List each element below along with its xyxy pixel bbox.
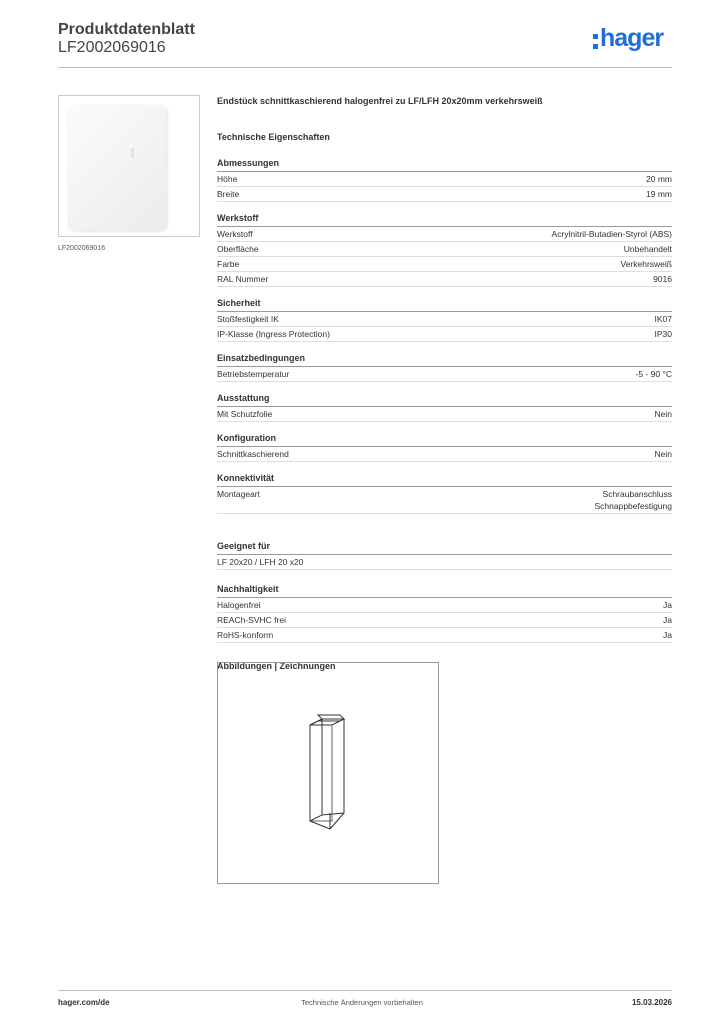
spec-label: Schnittkaschierend xyxy=(217,449,289,459)
spec-label: Werkstoff xyxy=(217,229,253,239)
group-title: Ausstattung xyxy=(217,393,672,407)
spec-label: Oberfläche xyxy=(217,244,259,254)
spec-value-line: Verkehrsweiß xyxy=(620,259,672,269)
spec-value-line: 19 mm xyxy=(646,189,672,199)
spec-value: Ja xyxy=(663,630,672,640)
spec-row xyxy=(217,367,672,382)
spec-row xyxy=(217,628,672,643)
group-title: Nachhaltigkeit xyxy=(217,584,672,598)
spec-value xyxy=(624,243,672,255)
header-divider xyxy=(58,67,672,68)
spec-row xyxy=(217,487,672,514)
spec-label: IP-Klasse (Ingress Protection) xyxy=(217,329,330,339)
spec-groups xyxy=(217,158,672,514)
product-notch xyxy=(131,148,134,158)
spec-label: Mit Schutzfolie xyxy=(217,409,273,419)
spec-row xyxy=(217,613,672,628)
spec-value: Ja xyxy=(663,600,672,610)
spec-label: RoHS-konform xyxy=(217,630,274,640)
spec-value-line: Unbehandelt xyxy=(623,244,672,254)
technical-drawing xyxy=(217,662,439,884)
section-title: Technische Eigenschaften xyxy=(217,132,330,142)
spec-row xyxy=(217,272,672,287)
group-title: Sicherheit xyxy=(217,298,672,312)
spec-label: Halogenfrei xyxy=(217,600,261,610)
group-title: Einsatzbedingungen xyxy=(217,353,672,367)
spec-label: Breite xyxy=(217,189,240,199)
spec-value-line: Schraubanschluss xyxy=(602,489,672,499)
spec-label: LF 20x20 / LFH 20 x20 xyxy=(217,557,304,567)
spec-value xyxy=(594,488,672,512)
spec-row xyxy=(217,227,672,242)
spec-value-line: 20 mm xyxy=(646,174,672,184)
logo-text: hager xyxy=(600,24,664,52)
spec-group xyxy=(217,433,672,462)
spec-group xyxy=(217,353,672,382)
spec-value-line: IP30 xyxy=(654,329,672,339)
endcap-drawing-icon xyxy=(218,663,438,883)
spec-value xyxy=(655,448,672,460)
spec-value-line: Nein xyxy=(654,449,672,459)
spec-value xyxy=(646,188,672,200)
spec-group xyxy=(217,393,672,422)
footer-disclaimer: Technische Änderungen vorbehalten xyxy=(301,998,423,1007)
page-title: Produktdatenblatt xyxy=(58,21,195,38)
spec-row xyxy=(217,447,672,462)
group-title: Konnektivität xyxy=(217,473,672,487)
spec-value xyxy=(655,313,673,325)
spec-row xyxy=(217,257,672,272)
spec-value xyxy=(655,328,673,340)
spec-row xyxy=(217,407,672,422)
spec-group xyxy=(217,298,672,342)
drawings-title: Abbildungen | Zeichnungen xyxy=(217,661,336,671)
spec-row xyxy=(217,555,672,570)
spec-label: Stoßfestigkeit IK xyxy=(217,314,279,324)
spec-value-line: Acrylnitril-Butadien-Styrol (ABS) xyxy=(551,229,672,239)
spec-value xyxy=(646,173,672,185)
spec-label: Montageart xyxy=(217,489,260,499)
spec-value xyxy=(621,258,673,270)
spec-group xyxy=(217,213,672,287)
spec-value xyxy=(655,408,672,420)
spec-value xyxy=(636,368,672,380)
logo-mark-icon xyxy=(593,34,598,49)
footer-divider xyxy=(58,990,672,991)
spec-label: Betriebstemperatur xyxy=(217,369,290,379)
spec-group xyxy=(217,473,672,514)
spec-row xyxy=(217,172,672,187)
spec-group xyxy=(217,158,672,202)
product-image xyxy=(58,95,200,237)
spec-value-line: Schnappbefestigung xyxy=(594,501,672,511)
group-sustainability xyxy=(217,584,672,643)
spec-row xyxy=(217,312,672,327)
group-suitable xyxy=(217,541,672,570)
group-title: Konfiguration xyxy=(217,433,672,447)
spec-row xyxy=(217,598,672,613)
group-title: Abmessungen xyxy=(217,158,672,172)
product-title: Endstück schnittkaschierend halogenfrei zu LF/LFH 20x20mm verkehrsweiß xyxy=(217,96,543,106)
spec-label: RAL Nummer xyxy=(217,274,269,284)
product-block-icon xyxy=(68,105,166,230)
spec-row xyxy=(217,187,672,202)
spec-value-line: Nein xyxy=(654,409,672,419)
spec-label: Höhe xyxy=(217,174,238,184)
footer-website-link[interactable]: hager.com/de xyxy=(58,998,110,1007)
footer-date: 15.03.2026 xyxy=(631,998,672,1007)
spec-value: Ja xyxy=(663,615,672,625)
spec-value xyxy=(653,273,672,285)
spec-value-line: IK07 xyxy=(654,314,672,324)
spec-row xyxy=(217,242,672,257)
spec-row xyxy=(217,327,672,342)
spec-value-line: 9016 xyxy=(653,274,672,284)
group-title: Geeignet für xyxy=(217,541,672,555)
spec-content xyxy=(217,96,672,677)
spec-value xyxy=(552,228,672,240)
article-number: LF2002069016 xyxy=(58,39,166,56)
product-image-caption: LF2002069016 xyxy=(58,245,106,252)
spec-label: Farbe xyxy=(217,259,240,269)
group-title: Werkstoff xyxy=(217,213,672,227)
spec-value-line: -5 - 90 °C xyxy=(635,369,672,379)
spec-label: REACh-SVHC frei xyxy=(217,615,286,625)
